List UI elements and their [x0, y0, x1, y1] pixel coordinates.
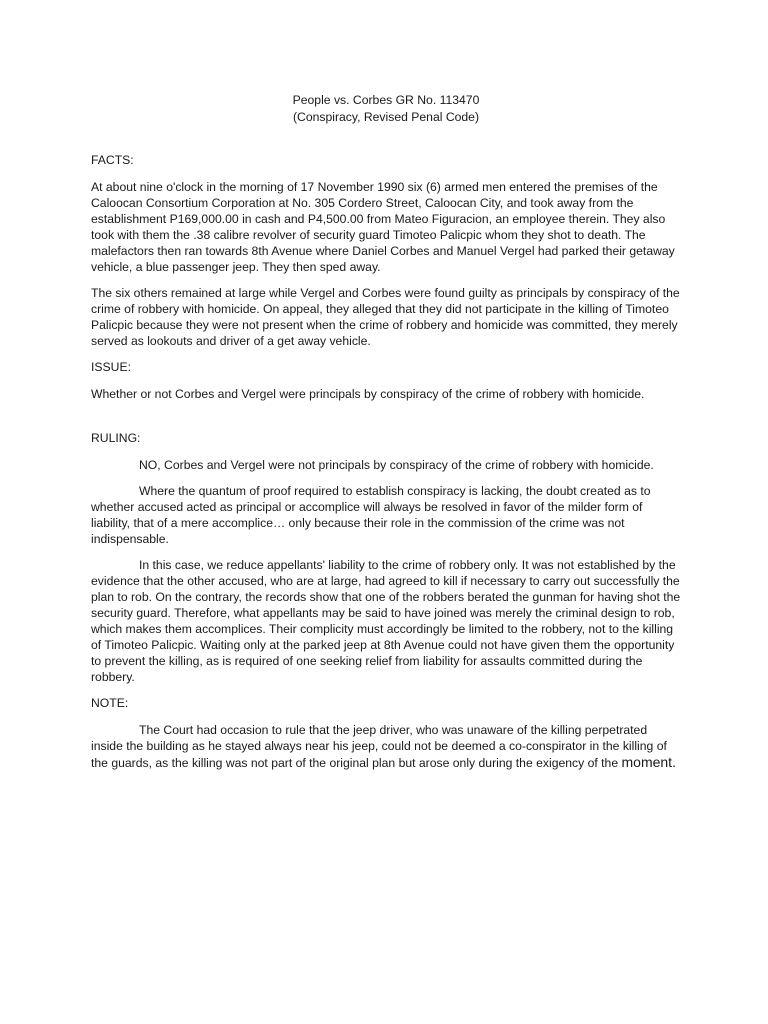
issue-heading: ISSUE: — [91, 360, 131, 374]
ruling-paragraph-3: In this case, we reduce appellants' liability to the crime of robbery only. It was not established by the evidence that the other accused, who are at large, had agreed to kill if necessary to carry out successfully the plan to rob. On the contrary, the records show that one of the robbers berated the gunman for having shot the security guard. Therefore, what appellants may be said to have joined was merely the criminal design to rob, which makes them accomplices. Their complicity must accordingly be limited to the robbery, not to the killing of Timoteo Palicpic. Waiting only at the parked jeep at 8th Avenue could not have given them the opportunity to prevent the killing, as is required of one seeking relief from liability for assaults committed during the robbery. — [91, 558, 681, 684]
ruling-heading: RULING: — [91, 431, 141, 445]
document-page — [91, 92, 681, 781]
title-case-name: People vs. Corbes GR No. 113470 — [292, 93, 480, 107]
note-paragraph — [91, 722, 681, 771]
facts-paragraph-1: At about nine o'clock in the morning of 17 November 1990 six (6) armed men entered the premises of the Caloocan Consortium Corporation at No. 305 Cordero Street, Caloocan City, and took away from the establishment P169,000.00 in cash and P4,500.00 from Mateo Figuracion, an employee therein. They also took with them the .38 calibre revolver of security guard Timoteo Palicpic whom they shot to death. The malefactors then ran towards 8th Avenue where Daniel Corbes and Manuel Vergel had parked their getaway vehicle, a blue passenger jeep. They then sped away. — [91, 180, 675, 274]
title-subject: (Conspiracy, Revised Penal Code) — [292, 110, 480, 124]
note-paragraph-tail: moment. — [621, 754, 676, 770]
document-title — [91, 92, 681, 126]
facts-heading: FACTS: — [91, 153, 134, 167]
note-heading: NOTE: — [91, 696, 129, 710]
issue-paragraph: Whether or not Corbes and Vergel were principals by conspiracy of the crime of robbery with homicide. — [91, 387, 645, 401]
note-paragraph-body: The Court had occasion to rule that the jeep driver, who was unaware of the killing perpetrated inside the building as he stayed always near his jeep, could not be deemed a co-conspirator in the killing of the guards, as the killing was not part of the original plan but arose only during the exigency of the — [91, 723, 667, 770]
ruling-paragraph-1: NO, Corbes and Vergel were not principals by conspiracy of the crime of robbery with homicide. — [139, 458, 654, 472]
facts-paragraph-2: The six others remained at large while Vergel and Corbes were found guilty as principals by conspiracy of the crime of robbery with homicide. On appeal, they alleged that they did not participate in the killing of Timoteo Palicpic because they were not present when the crime of robbery and homicide was committed, they merely served as lookouts and driver of a get away vehicle. — [91, 286, 680, 348]
ruling-paragraph-2: Where the quantum of proof required to establish conspiracy is lacking, the doubt created as to whether accused acted as principal or accomplice will always be resolved in favor of the milder form of liability, that of a mere accomplice… only because their role in the commission of the crime was not indispensable. — [91, 484, 651, 546]
